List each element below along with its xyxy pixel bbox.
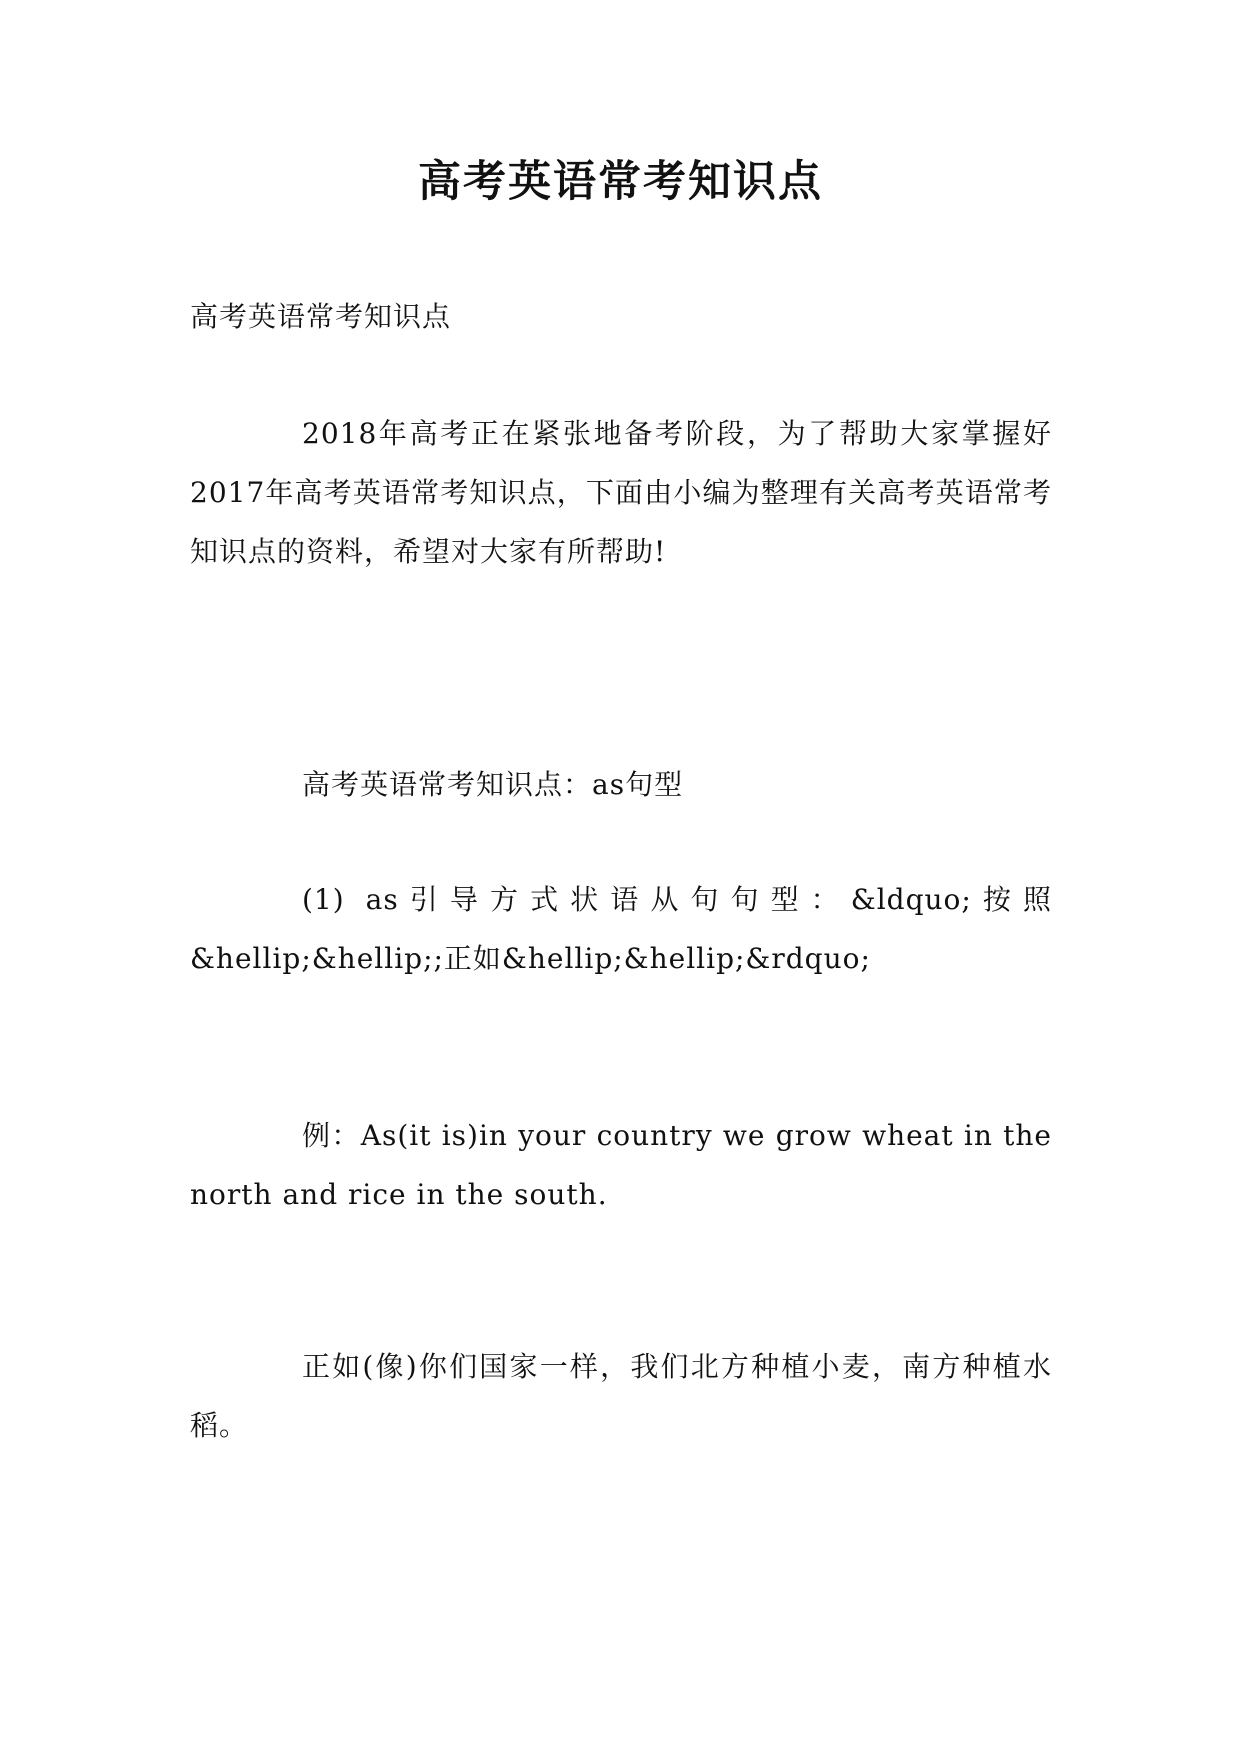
intro-paragraph: 2018年高考正在紧张地备考阶段，为了帮助大家掌握好2017年高考英语常考知识点，下面由小编为整理有关高考英语常考知识点的资料，希望对大家有所帮助! (190, 417, 1052, 568)
document-title: 高考英语常考知识点 (418, 157, 823, 207)
rule-paragraph: (1) as引导方式状语从句句型：&ldquo;按照&hellip;&hellip;;正如&hellip;&hellip;&rdquo; (190, 883, 1052, 975)
document-subtitle: 高考英语常考知识点 (190, 300, 452, 333)
example-paragraph: 例：As(it is)in your country we grow wheat in the north and rice in the south. (190, 1119, 1052, 1211)
section-heading: 高考英语常考知识点：as句型 (302, 768, 684, 801)
translation-paragraph: 正如(像)你们国家一样，我们北方种植小麦，南方种植水稻。 (190, 1350, 1052, 1442)
